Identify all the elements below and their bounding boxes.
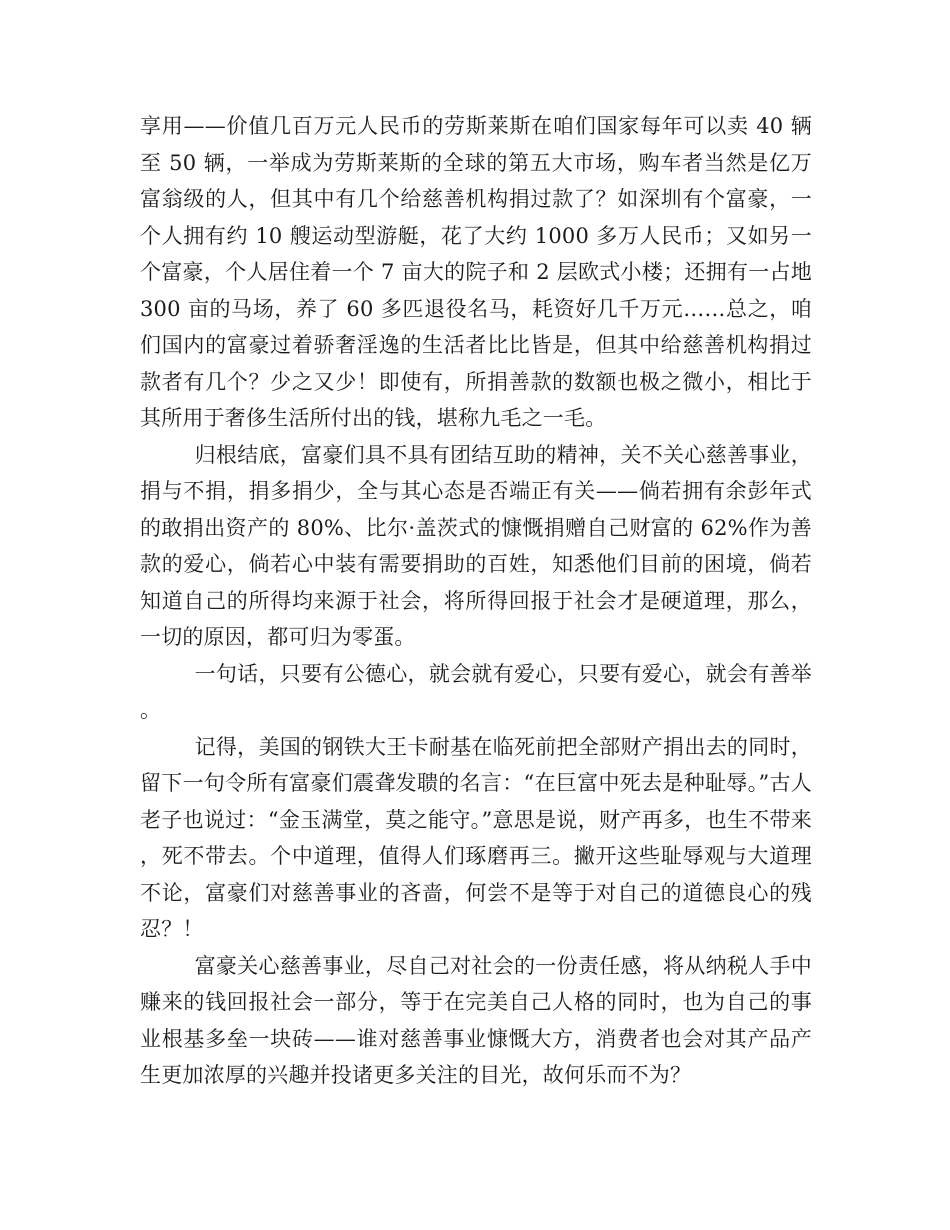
paragraph-5: 富豪关心慈善事业，尽自己对社会的一份责任感，将从纳税人手中赚来的钱回报社会一部分，等于在完美自己人格的同时，也为自己的事业根基多垒一块砖——谁对慈善事业慷慨大方，消费者也会对其产品产生更加浓厚的兴趣并投诸更多关注的目光，故何乐而不为？: [140, 953, 812, 1087]
document-body: [140, 108, 812, 1094]
paragraph-1: 享用——价值几百万元人民币的劳斯莱斯在咱们国家每年可以卖 40 辆至 50 辆，一举成为劳斯莱斯的全球的第五大市场，购车者当然是亿万富翁级的人，但其中有几个给慈善机构捐过款了？如深圳有个富豪，一个人拥有约 10 艘运动型游艇，花了大约 1000 多万人民币；又如另一个富豪，个人居住着一个 7 亩大的院子和 2 层欧式小楼；还拥有一占地 300 亩的马场，养了 60 多匹退役名马，耗资好几千万元……总之，咱们国内的富豪过着骄奢淫逸的生活者比比皆是，但其中给慈善机构捐过款者有几个？少之又少！即使有，所捐善款的数额也极之微小，相比于其所用于奢侈生活所付出的钱，堪称九毛之一毛。: [140, 114, 812, 430]
paragraph-3: 一句话，只要有公德心，就会就有爱心，只要有爱心，就会有善举。: [140, 661, 812, 722]
paragraph-2: 归根结底，富豪们具不具有团结互助的精神，关不关心慈善事业，捐与不捐，捐多捐少，全与其心态是否端正有关——倘若拥有余彭年式的敢捐出资产的 80%、比尔·盖茨式的慷慨捐赠自己财富的 62%作为善款的爱心，倘若心中装有需要捐助的百姓，知悉他们目前的困境，倘若知道自己的所得均来源于社会，将所得回报于社会才是硬道理，那么，一切的原因，都可归为零蛋。: [140, 442, 812, 649]
paragraph-4: 记得，美国的钢铁大王卡耐基在临死前把全部财产捐出去的同时，留下一句令所有富豪们震聋发聩的名言：“在巨富中死去是种耻辱。”古人老子也说过：“金玉满堂，莫之能守。”意思是说，财产再多，也生不带来，死不带去。个中道理，值得人们琢磨再三。撇开这些耻辱观与大道理不论，富豪们对慈善事业的吝啬，何尝不是等于对自己的道德良心的残忍？！: [140, 734, 812, 941]
